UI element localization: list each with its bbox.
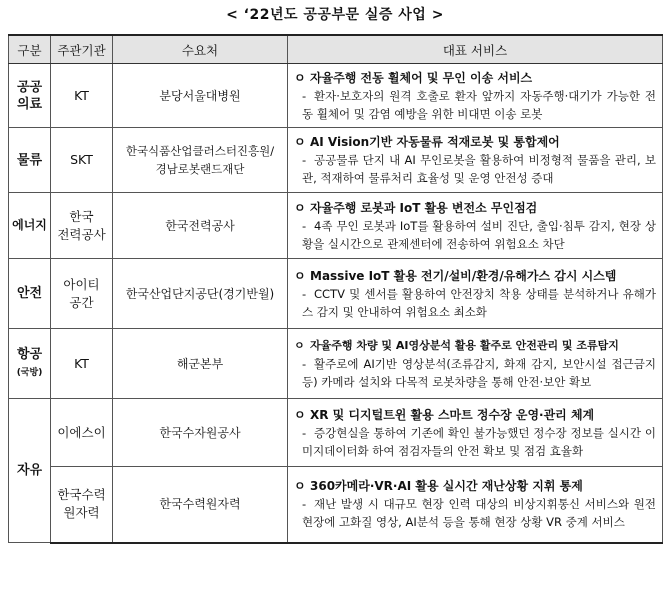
category-label: 자유 <box>16 463 43 478</box>
header-category: 구분 <box>9 35 51 64</box>
category-label: 에너지 <box>12 218 47 232</box>
service-title: ㅇ 자율주행 로봇과 IoT 활용 변전소 무인점검 <box>294 200 538 215</box>
dash-mark: - <box>302 153 307 167</box>
service-cell <box>288 467 663 543</box>
header-demand: 수요처 <box>113 35 288 64</box>
category-cell <box>9 259 51 329</box>
demand-cell: 한국수자원공사 <box>113 399 288 467</box>
demand-cell: 분당서울대병원 <box>113 64 288 128</box>
category-label: 안전 <box>16 286 43 301</box>
table-row <box>9 259 663 329</box>
service-cell <box>288 193 663 259</box>
table-row <box>9 329 663 399</box>
service-title: ㅇ 자율주행 전동 휠체어 및 무인 이송 서비스 <box>294 70 533 85</box>
bullet-mark: ㅇ <box>294 268 306 283</box>
category-label: 물류 <box>16 152 43 168</box>
bullet-mark: ㅇ <box>294 70 306 85</box>
service-description: - 증강현실을 통하여 기존에 확인 불가능했던 정수장 정보를 실시간 이미지데이터화 하여 점검자들의 안전 확보 및 점검 효율화 <box>302 425 656 458</box>
service-title: ㅇ XR 및 디지털트윈 활용 스마트 정수장 운영·관리 체계 <box>294 407 595 422</box>
category-sublabel: (국방) <box>16 367 43 378</box>
category-label: 공공 의료 <box>16 79 43 112</box>
service-cell <box>288 329 663 399</box>
header-service: 대표 서비스 <box>288 35 663 64</box>
bullet-mark: ㅇ <box>294 135 306 149</box>
service-title: ㅇ Massive IoT 활용 전기/설비/환경/유해가스 감시 시스템 <box>294 268 617 283</box>
dash-mark: - <box>302 286 307 301</box>
table-row <box>9 128 663 193</box>
category-cell <box>9 399 51 543</box>
dash-mark: - <box>302 425 307 440</box>
organizer-cell: KT <box>51 329 113 399</box>
bullet-mark: ㅇ <box>294 200 306 215</box>
service-title: ㅇ AI Vision기반 자동물류 적재로봇 및 통합제어 <box>294 135 560 149</box>
service-title: ㅇ 360카메라·VR·AI 활용 실시간 재난상황 지휘 통제 <box>294 479 583 494</box>
table-row <box>9 193 663 259</box>
table-row <box>9 399 663 467</box>
bullet-mark: ㅇ <box>294 407 306 422</box>
bullet-mark: ㅇ <box>294 338 305 352</box>
organizer-cell: 한국 전력공사 <box>51 193 113 259</box>
organizer-cell: 이에스이 <box>51 399 113 467</box>
header-organizer: 주관기관 <box>51 35 113 64</box>
service-description: - CCTV 및 센서를 활용하여 안전장치 착용 상태를 분석하거나 유해가스 감지 및 안내하여 위험요소 최소화 <box>302 286 656 319</box>
dash-mark: - <box>302 218 307 233</box>
bullet-mark: ㅇ <box>294 479 306 494</box>
service-description: - 4족 무인 로봇과 IoT를 활용하여 설비 진단, 출입·침투 감지, 현장 상황을 실시간으로 관제센터에 전송하여 위험요소 차단 <box>302 218 656 251</box>
dash-mark: - <box>302 497 307 512</box>
service-title: ㅇ 자율주행 차량 및 AI영상분석 활용 활주로 안전관리 및 조류탐지 <box>294 337 656 355</box>
demand-cell: 해군본부 <box>113 329 288 399</box>
service-cell <box>288 64 663 128</box>
service-description: - 공공물류 단지 내 AI 무인로봇을 활용하여 비정형적 물품을 관리, 보관, 적재하여 물류처리 효율성 및 운영 안전성 증대 <box>302 153 656 185</box>
service-description: - 재난 발생 시 대규모 현장 인력 대상의 비상지휘통신 서비스와 원전 현장에 고화질 영상, AI분석 등을 통해 현장 상황 VR 중계 서비스 <box>302 497 656 530</box>
demand-cell: 한국식품산업클러스터진흥원/ 경남로봇랜드재단 <box>113 128 288 193</box>
organizer-cell: 한국수력 원자력 <box>51 467 113 543</box>
service-description: - 활주로에 AI기반 영상분석(조류감지, 화재 감지, 보안시설 접근금지 등) 카메라 설치와 다목적 로봇차량을 통해 안전·보안 확보 <box>302 356 656 389</box>
dash-mark: - <box>302 88 307 103</box>
category-cell <box>9 329 51 399</box>
project-table <box>8 34 663 544</box>
service-cell <box>288 399 663 467</box>
dash-mark: - <box>302 356 307 371</box>
table-row <box>9 467 663 543</box>
category-cell <box>9 128 51 193</box>
organizer-cell: SKT <box>51 128 113 193</box>
category-cell <box>9 193 51 259</box>
service-description: - 환자·보호자의 원격 호출로 환자 앞까지 자동주행·대기가 가능한 전동 휠체어 및 감염 예방을 위한 비대면 이송 로봇 <box>302 88 656 121</box>
category-cell <box>9 64 51 128</box>
category-label: 항공 <box>16 346 43 362</box>
service-cell <box>288 128 663 193</box>
organizer-cell: 아이티 공간 <box>51 259 113 329</box>
table-header-row <box>9 35 663 64</box>
table-row <box>9 64 663 128</box>
demand-cell: 한국전력공사 <box>113 193 288 259</box>
demand-cell: 한국산업단지공단(경기반월) <box>113 259 288 329</box>
service-cell <box>288 259 663 329</box>
organizer-cell: KT <box>51 64 113 128</box>
page-title: < ‘22년도 공공부문 실증 사업 > <box>226 7 444 23</box>
demand-cell: 한국수력원자력 <box>113 467 288 543</box>
